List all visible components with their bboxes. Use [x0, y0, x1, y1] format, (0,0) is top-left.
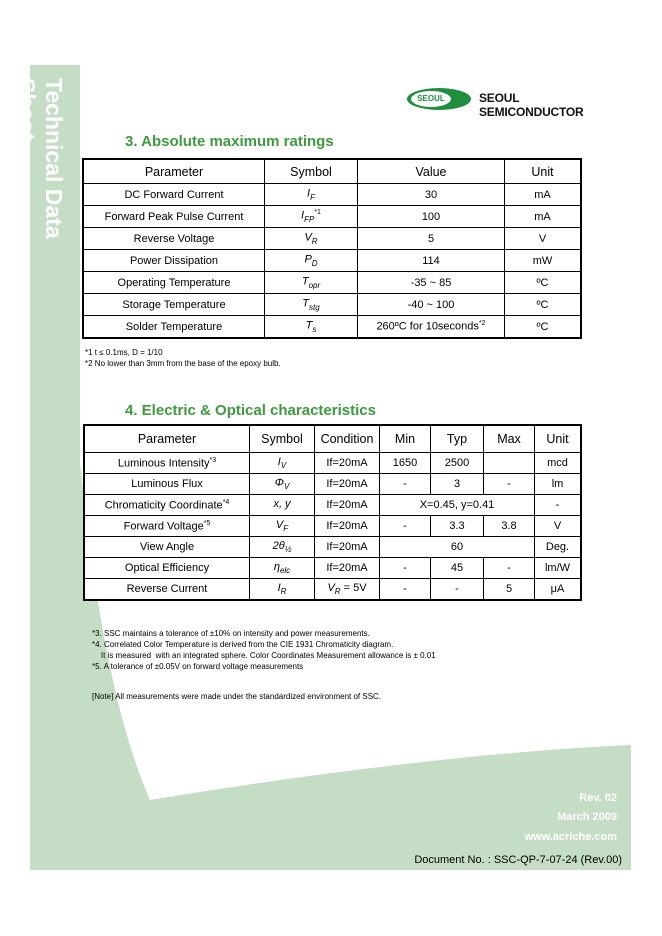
- symbol: V: [275, 518, 284, 531]
- unit-cell: mcd: [535, 453, 582, 474]
- table-row: [84, 495, 581, 516]
- symbol: V: [304, 231, 312, 244]
- value-text: 114: [422, 254, 440, 267]
- max-cell: [484, 453, 535, 474]
- symbol-subscript: stg: [309, 302, 320, 312]
- company-name: SEOUL SEMICONDUCTOR: [479, 91, 584, 119]
- symbol-subscript: s: [312, 324, 317, 334]
- value-cell: [358, 184, 505, 206]
- parameter-text: Optical Efficiency: [124, 562, 210, 574]
- parameter-cell: [84, 453, 250, 474]
- side-title: Technical Data Sheet: [14, 78, 67, 239]
- table-row: [84, 474, 581, 495]
- parameter-text: Forward Voltage: [123, 520, 204, 533]
- symbol: T: [305, 319, 313, 332]
- symbol-cell: [265, 316, 358, 339]
- condition-cell: If=20mA: [315, 453, 380, 474]
- condition-cell: If=20mA: [315, 474, 380, 495]
- note-line: *4. Correlated Color Temperature is derived from the CIE 1931 Chromaticity diagram.: [92, 640, 394, 649]
- parameter-text: Luminous Intensity: [117, 457, 210, 470]
- unit-cell: ºC: [505, 272, 582, 294]
- parameter-cell: [84, 537, 250, 558]
- symbol-subscript: opr: [308, 280, 321, 290]
- header-cell: Condition: [315, 425, 380, 453]
- parameter-text: Reverse Current: [126, 583, 208, 595]
- min-cell: -: [380, 474, 431, 495]
- symbol-cell: [250, 579, 315, 601]
- logo-badge: SEOUL: [411, 91, 451, 107]
- value-superscript: *2: [478, 320, 486, 328]
- condition-subscript: R: [334, 587, 341, 597]
- value-cell: [358, 294, 505, 316]
- min-cell: 1650: [380, 453, 431, 474]
- parameter-cell: Solder Temperature: [83, 316, 265, 339]
- value-text: 30: [424, 188, 438, 201]
- website-link[interactable]: www.acriche.com: [524, 831, 617, 843]
- company-logo: [407, 88, 617, 119]
- condition-symbol: V: [327, 581, 335, 594]
- parameter-cell: Power Dissipation: [83, 250, 265, 272]
- table-row: [84, 537, 581, 558]
- symbol-subscript: F: [283, 524, 289, 534]
- symbol-cell: [250, 453, 315, 474]
- symbol-cell: [250, 474, 315, 495]
- value-text: 100: [421, 210, 441, 223]
- condition-cell: If=20mA: [315, 495, 380, 516]
- symbol-subscript: F: [310, 192, 315, 202]
- unit-cell: V: [535, 516, 582, 537]
- value-text: 5: [427, 232, 435, 245]
- max-cell: -: [484, 558, 535, 579]
- parameter-superscript: *3: [209, 456, 217, 464]
- note-line: *1 t ≤ 0.1ms, D = 1/10: [85, 348, 163, 357]
- parameter-cell: [84, 558, 250, 579]
- symbol-superscript: *1: [314, 209, 321, 217]
- table-body: [84, 453, 581, 601]
- parameter-text: Luminous Flux: [131, 478, 203, 490]
- symbol-cell: [250, 516, 315, 537]
- parameter-superscript: *5: [203, 519, 211, 527]
- typ-cell: -: [431, 579, 484, 601]
- note-line: It is measured with an integrated sphere. Color Coordinates Measurement allowance is ± 0.01: [92, 651, 436, 660]
- header-cell: Parameter: [83, 159, 265, 184]
- symbol-cell: [265, 184, 358, 206]
- header-cell: Symbol: [265, 159, 358, 184]
- value-text: 260ºC for 10seconds: [376, 320, 479, 333]
- parameter-cell: [84, 579, 250, 601]
- parameter-cell: Reverse Voltage: [83, 228, 265, 250]
- symbol-subscript: elc: [279, 566, 291, 576]
- value-cell: [358, 228, 505, 250]
- unit-cell: mW: [505, 250, 582, 272]
- symbol-subscript: FP: [304, 214, 315, 224]
- table-row: [83, 250, 581, 272]
- condition-rest: = 5V: [340, 581, 367, 594]
- table-body: [83, 184, 581, 339]
- max-ratings-table: [82, 158, 582, 339]
- parameter-text: Chromaticity Coordinate: [104, 499, 223, 512]
- unit-cell: ºC: [505, 294, 582, 316]
- symbol-cell: [250, 495, 315, 516]
- symbol-cell: [250, 537, 315, 558]
- symbol-cell: [265, 206, 358, 228]
- header-cell: Max: [484, 425, 535, 453]
- symbol-cell: [265, 294, 358, 316]
- table-row: [83, 272, 581, 294]
- symbol: I: [277, 581, 281, 594]
- symbol-subscript: D: [311, 258, 318, 268]
- symbol: η: [273, 560, 280, 573]
- unit-cell: Deg.: [535, 537, 582, 558]
- header-cell: Min: [380, 425, 431, 453]
- note-line: *3. SSC maintains a tolerance of ±10% on intensity and power measurements.: [92, 629, 370, 638]
- min-cell: -: [380, 516, 431, 537]
- symbol: Φ: [274, 476, 284, 489]
- unit-cell: mA: [505, 184, 582, 206]
- table-row: [83, 184, 581, 206]
- symbol: I: [301, 209, 305, 222]
- header-cell: Unit: [505, 159, 582, 184]
- general-note: [Note] All measurements were made under the standardized environment of SSC.: [92, 692, 382, 701]
- unit-cell: μA: [535, 579, 582, 601]
- unit-cell: lm: [535, 474, 582, 495]
- max-cell: 3.8: [484, 516, 535, 537]
- value-text: -40 ~ 100: [407, 298, 455, 311]
- header-cell: Value: [358, 159, 505, 184]
- symbol-cell: [265, 228, 358, 250]
- condition-cell: [315, 579, 380, 601]
- parameter-text: View Angle: [139, 541, 195, 553]
- typ-cell: 45: [431, 558, 484, 579]
- merged-value-cell: X=0.45, y=0.41: [380, 495, 535, 516]
- parameter-cell: Operating Temperature: [83, 272, 265, 294]
- condition-cell: If=20mA: [315, 516, 380, 537]
- section3-notes: [85, 347, 281, 369]
- symbol-subscript: R: [311, 236, 318, 246]
- parameter-superscript: *4: [222, 498, 230, 506]
- parameter-cell: DC Forward Current: [83, 184, 265, 206]
- value-cell: [358, 250, 505, 272]
- typ-cell: 3: [431, 474, 484, 495]
- max-cell: -: [484, 474, 535, 495]
- symbol-subscript: R: [280, 587, 287, 597]
- unit-cell: mA: [505, 206, 582, 228]
- parameter-cell: [84, 474, 250, 495]
- value-cell: [358, 272, 505, 294]
- table-header-row: [83, 159, 581, 184]
- condition-cell: If=20mA: [315, 558, 380, 579]
- max-cell: 5: [484, 579, 535, 601]
- unit-cell: ºC: [505, 316, 582, 339]
- unit-cell: V: [505, 228, 582, 250]
- note-line: *2 No lower than 3mm from the base of the epoxy bulb.: [85, 359, 281, 368]
- table-row: [84, 516, 581, 537]
- min-cell: -: [380, 579, 431, 601]
- symbol: T: [301, 275, 309, 288]
- table-header-row: [84, 425, 581, 453]
- table-row: [83, 228, 581, 250]
- section4-title: 4. Electric & Optical characteristics: [125, 402, 376, 419]
- symbol-subscript: V: [280, 461, 287, 471]
- symbol-cell: [265, 272, 358, 294]
- parameter-cell: [84, 516, 250, 537]
- table-row: [84, 558, 581, 579]
- condition-cell: If=20mA: [315, 537, 380, 558]
- parameter-cell: [84, 495, 250, 516]
- unit-cell: lm/W: [535, 558, 582, 579]
- table-row: [83, 294, 581, 316]
- min-cell: -: [380, 558, 431, 579]
- merged-value-cell: 60: [380, 537, 535, 558]
- symbol: 2θ: [272, 539, 285, 552]
- table-row: [83, 206, 581, 228]
- logo-oval: [407, 88, 471, 110]
- table-row: [84, 579, 581, 601]
- typ-cell: 3.3: [431, 516, 484, 537]
- header-cell: Symbol: [250, 425, 315, 453]
- symbol: I: [307, 187, 311, 200]
- symbol-cell: [250, 558, 315, 579]
- header-cell: Typ: [431, 425, 484, 453]
- symbol-subscript: V: [283, 482, 290, 492]
- header-cell: Parameter: [84, 425, 250, 453]
- table-row: [84, 453, 581, 474]
- symbol-cell: [265, 250, 358, 272]
- symbol-subscript: ½: [284, 545, 292, 555]
- electro-optical-table: [83, 424, 582, 601]
- symbol: P: [304, 253, 312, 266]
- parameter-cell: Forward Peak Pulse Current: [83, 206, 265, 228]
- value-cell: [358, 206, 505, 228]
- document-number: Document No. : SSC-QP-7-07-24 (Rev.00): [414, 854, 622, 866]
- section3-title: 3. Absolute maximum ratings: [125, 133, 334, 150]
- symbol: T: [302, 297, 310, 310]
- value-cell: [358, 316, 505, 339]
- parameter-cell: Storage Temperature: [83, 294, 265, 316]
- section4-notes: [92, 628, 436, 672]
- symbol: I: [277, 455, 281, 468]
- header-cell: Unit: [535, 425, 582, 453]
- note-line: *5. A tolerance of ±0.05V on forward voltage measurements: [92, 662, 304, 671]
- symbol: x, y: [273, 497, 291, 510]
- value-text: -35 ~ 85: [410, 276, 452, 289]
- unit-cell: -: [535, 495, 582, 516]
- typ-cell: 2500: [431, 453, 484, 474]
- revision: Rev. 02: [579, 792, 617, 804]
- table-row: [83, 316, 581, 339]
- date: March 2009: [557, 811, 617, 823]
